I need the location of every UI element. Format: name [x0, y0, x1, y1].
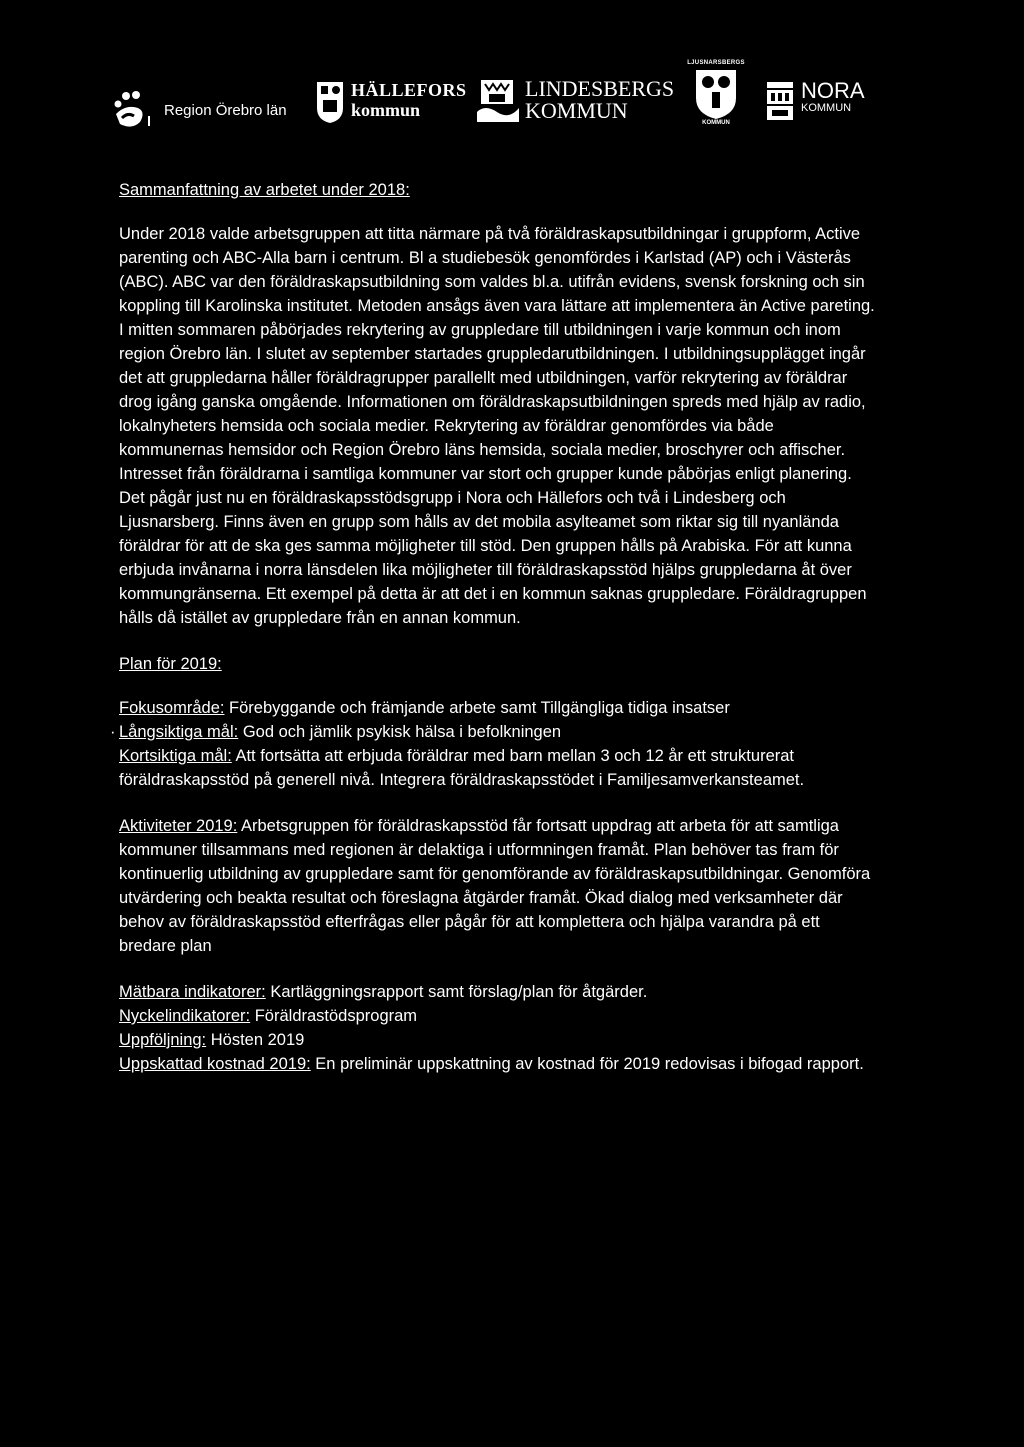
nora-crest-icon	[765, 80, 795, 124]
key-indicators-label: Nyckelindikatorer:	[119, 1007, 251, 1025]
activities-text: Arbetsgruppen för föräldraskapsstöd får fortsatt uppdrag att arbeta för att samtliga kommuner tillsammans med regionen är delaktiga i utformningen framåt. Plan behöver tas fram för kontinuerlig utbildning av gruppledare samt för genomförande av föräldraskapsutbildningar. Genomföra utvärdering och beakta resultat och föreslagna åtgärder framåt. Ökad dialog med verksamheter där behov av föräldraskapsstöd efterfrågas eller pågår för att komplettera och hjälpa varandra på ett bredare plan	[119, 817, 871, 955]
ljusnarsberg-shield-icon	[694, 68, 738, 120]
long-term-label: Långsiktiga mål:	[119, 723, 239, 741]
short-term-label: Kortsiktiga mål:	[119, 747, 232, 765]
key-indicators	[119, 1004, 879, 1028]
activities	[119, 814, 879, 958]
summary-paragraph: Under 2018 valde arbetsgruppen att titta närmare på två föräldraskapsutbildningar i gruppform, Active parenting och ABC-Alla barn i centrum. Bl a studiebesök genomfördes i Karlstad (AP) och i Västerås (ABC). ABC var den föräldraskapsutbildning som valdes bl.a. utifrån evidens, svensk forskning och sin koppling till Karolinska institutet. Metoden ansågs även vara lättare att implementera än Active pareting. I mitten sommaren påbörjades rekrytering av gruppledare till utbildningen i varje kommun och inom region Örebro län. I slutet av september startades gruppledarutbildningen. I utbildningsupplägget ingår det att gruppledarna håller föräldragrupper parallellt med utbildningen, varför rekrytering av föräldrar drog igång ganska omgående. Informationen om föräldraskapsutbildningen spreds med hjälp av radio, lokalnyheters hemsida och sociala medier. Rekrytering av föräldrar genomfördes via både kommunernas hemsidor och Region Örebro läns hemsida, sociala medier, broschyrer och affischer. Intresset från föräldrarna i samtliga kommuner var stort och grupper kunde påbörjas enligt planering. Det pågår just nu en föräldraskapsstödsgrupp i Nora och Hällefors och två i Lindesberg och Ljusnarsberg. Finns även en grupp som hålls av det mobila asylteamet som riktar sig till nyanlända föräldrar för att de ska ges samma möjligheter till stöd. Den gruppen hålls på Arabiska. För att kunna erbjuda invånarna i norra länsdelen lika möjligheter till föräldraskapsstöd hjälps gruppledarna åt över kommungränserna. Ett exempel på detta är att det i en kommun saknas gruppledare. Föräldragruppen hålls då istället av gruppledare från en annan kommun.	[119, 225, 875, 627]
key-indicators-text: Föräldrastödsprogram	[250, 1007, 418, 1025]
focus-label: Fokusområde:	[119, 699, 225, 717]
nora-name: NORA	[801, 78, 865, 103]
estimated-cost	[119, 1052, 879, 1076]
logo-bar	[110, 60, 910, 150]
measurable-indicators	[119, 980, 879, 1004]
hallefors-name: HÄLLEFORS	[351, 80, 467, 100]
plan-heading: Plan för 2019:	[119, 655, 222, 673]
short-term-goal	[119, 744, 879, 792]
lindesberg-sub: KOMMUN	[525, 98, 628, 123]
nora-sub: KOMMUN	[801, 102, 852, 114]
long-term-goal	[110, 720, 879, 744]
follow-up-label: Uppföljning:	[119, 1031, 207, 1049]
nora-logo	[765, 80, 865, 124]
indicators-label: Mätbara indikatorer:	[119, 983, 266, 1001]
region-orebro-logo	[110, 90, 287, 130]
hallefors-logo	[315, 80, 467, 124]
hallefors-shield-icon	[315, 80, 345, 124]
focus-text: Förebyggande och främjande arbete samt Tillgängliga tidiga insatser	[224, 699, 730, 717]
cost-text: En preliminär uppskattning av kostnad för 2019 redovisas i bifogad rapport.	[310, 1055, 864, 1073]
ljusnarsberg-name: LJUSNARSBERGS	[687, 60, 745, 66]
summary-heading: Sammanfattning av arbetet under 2018:	[119, 181, 410, 199]
ljusnarsberg-logo	[686, 60, 746, 126]
lindesberg-name: LINDESBERGS	[525, 76, 675, 101]
short-term-text: Att fortsätta att erbjuda föräldrar med barn mellan 3 och 12 år ett strukturerat föräldraskapsstöd på generell nivå. Integrera föräldraskapsstödet i Familjesamverkansteamet.	[119, 747, 805, 789]
lindesberg-crest-icon	[475, 78, 521, 124]
document-body	[110, 178, 879, 1076]
indicators-text: Kartläggningsrapport samt förslag/plan för åtgärder.	[265, 983, 648, 1001]
lindesberg-logo	[475, 78, 674, 124]
bullet-marker: ·	[110, 723, 116, 741]
focus-area	[119, 696, 879, 720]
ljusnarsberg-sub: KOMMUN	[702, 120, 730, 126]
cost-label: Uppskattad kostnad 2019:	[119, 1055, 311, 1073]
long-term-text: God och jämlik psykisk hälsa i befolkningen	[238, 723, 562, 741]
follow-up	[119, 1028, 879, 1052]
follow-up-text: Hösten 2019	[206, 1031, 305, 1049]
region-orebro-text: Region Örebro län	[164, 101, 287, 119]
hallefors-sub: kommun	[351, 100, 421, 120]
activities-label: Aktiviteter 2019:	[119, 817, 238, 835]
region-orebro-icon	[110, 90, 156, 130]
